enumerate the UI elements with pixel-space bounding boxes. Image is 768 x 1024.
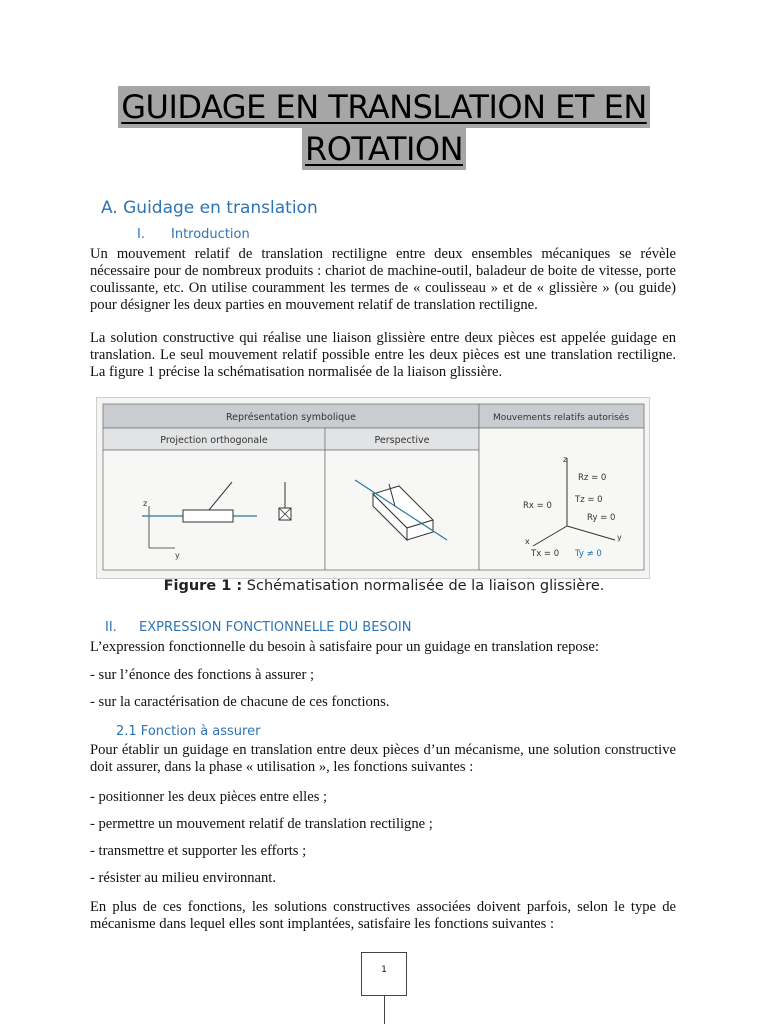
label-ty: Ty ≠ 0 bbox=[575, 549, 602, 559]
paragraph-expression: L’expression fonctionnelle du besoin à satisfaire pour un guidage en translation repose: bbox=[90, 639, 599, 655]
figure-1-diagram bbox=[96, 397, 650, 579]
paragraph-intro: Un mouvement relatif de translation rectiligne entre deux ensembles mécaniques se révèle nécessaire pour de nombreux produits : chariot de machine-outil, baladeur de boite de vitesse, porte coulissante, etc. On utilise couramment les termes de « coulisseau » et de « glissière » (ou guide) pour désigner les deux parties en mouvement relatif de translation rectiligne. bbox=[90, 246, 676, 313]
mv-axis-y: y bbox=[617, 533, 622, 542]
bullet-enonce: - sur l’énonce des fonctions à assurer ; bbox=[90, 667, 315, 683]
label-tx: Tx = 0 bbox=[531, 549, 560, 559]
column-projection: Projection orthogonale bbox=[160, 435, 268, 446]
column-perspective: Perspective bbox=[374, 435, 430, 446]
figure-caption-label: Figure 1 : bbox=[163, 578, 243, 594]
paragraph-solution: La solution constructive qui réalise une liaison glissière entre deux pièces est appelée guidage en translation. Le seul mouvement relatif possible entre les deux pièces est une translation rectiligne. La figure 1 précise la schématisation normalisée de la liaison glissière. bbox=[90, 330, 676, 380]
bullet-caracterisation: - sur la caractérisation de chacune de ces fonctions. bbox=[90, 694, 390, 710]
paragraph-additional: En plus de ces fonctions, les solutions constructives associées doivent parfois, selon le type de mécanisme dans lequel elles sont implantées, satisfaire les fonctions suivantes : bbox=[90, 899, 676, 932]
page-number: 1 bbox=[381, 965, 387, 975]
list-item: - transmettre et supporter les efforts ; bbox=[90, 843, 307, 859]
title-line-2: ROTATION bbox=[302, 128, 466, 170]
title-line-1: GUIDAGE EN TRANSLATION ET EN bbox=[118, 86, 650, 128]
list-item: - permettre un mouvement relatif de translation rectiligne ; bbox=[90, 816, 433, 832]
label-rx: Rx = 0 bbox=[523, 501, 552, 511]
subsection-label: EXPRESSION FONCTIONNELLE DU BESOIN bbox=[139, 620, 412, 635]
label-rz: Rz = 0 bbox=[578, 473, 607, 483]
subsection-expression bbox=[105, 620, 411, 635]
document-title bbox=[0, 86, 768, 170]
paragraph-fonctions: Pour établir un guidage en translation entre deux pièces d’un mécanisme, une solution constructive doit assurer, dans la phase « utilisation », les fonctions suivantes : bbox=[90, 742, 676, 775]
label-ry: Ry = 0 bbox=[587, 513, 616, 523]
page-number-box bbox=[361, 952, 407, 996]
subsection-label: Introduction bbox=[171, 227, 250, 242]
subsection-number: I. bbox=[137, 227, 145, 242]
axis-z-label: z bbox=[143, 499, 148, 508]
section-a-heading: A. Guidage en translation bbox=[101, 198, 318, 218]
page-number-stem bbox=[384, 995, 385, 1024]
header-mouvements: Mouvements relatifs autorisés bbox=[492, 413, 630, 423]
mv-axis-x: x bbox=[525, 537, 530, 546]
mv-axis-z: z bbox=[563, 455, 568, 464]
axis-y-label: y bbox=[175, 551, 180, 560]
subsection-introduction bbox=[137, 227, 250, 242]
label-tz: Tz = 0 bbox=[575, 495, 603, 505]
figure-caption-text: Schématisation normalisée de la liaison glissière. bbox=[242, 578, 605, 594]
subsection-fonction: 2.1 Fonction à assurer bbox=[116, 724, 261, 739]
header-representation: Représentation symbolique bbox=[225, 412, 357, 423]
subsection-number: II. bbox=[105, 620, 117, 635]
figure-caption bbox=[0, 578, 768, 594]
list-item: - résister au milieu environnant. bbox=[90, 870, 277, 886]
list-item: - positionner les deux pièces entre elles ; bbox=[90, 789, 328, 805]
